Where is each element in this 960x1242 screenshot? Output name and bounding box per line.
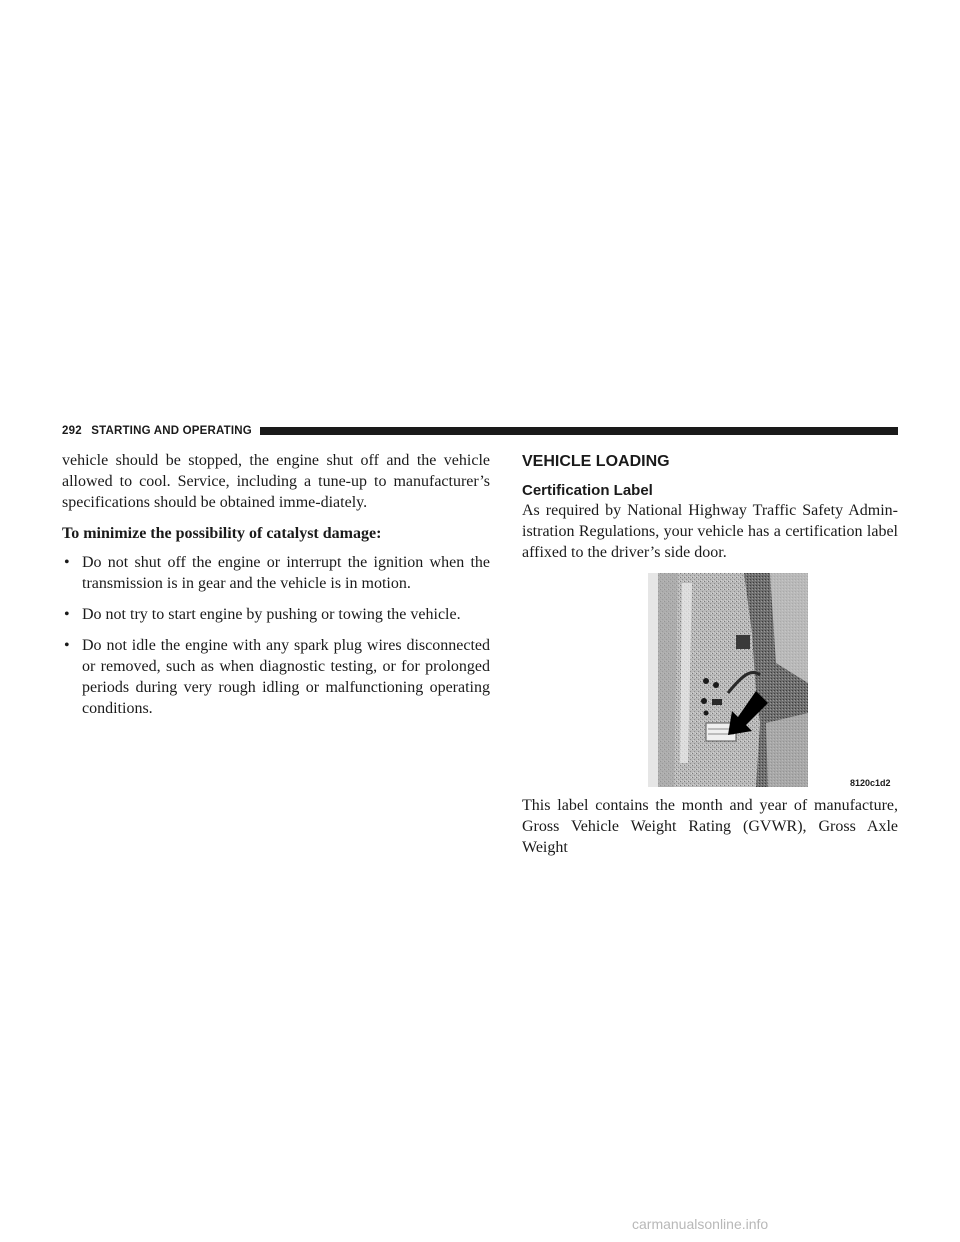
regulation-paragraph: As required by National Highway Traffic Safety Admin-istration Regulations, your vehicle has a certification label affixed to the driver’s side door. — [522, 502, 898, 561]
catalyst-heading: To minimize the possibility of catalyst damage: — [62, 525, 382, 542]
subsection-heading: Certification Label — [522, 482, 653, 499]
left-column — [62, 450, 490, 729]
list-item-text: Do not try to start engine by pushing or towing the vehicle. — [82, 606, 461, 623]
right-column — [522, 450, 898, 858]
list-item — [62, 635, 490, 719]
page-number: 292 — [62, 425, 82, 437]
header-text — [62, 425, 252, 437]
list-item-text: Do not shut off the engine or interrupt the ignition when the transmission is in gear and the vehicle is in motion. — [82, 554, 490, 592]
list-item — [62, 552, 490, 594]
site-watermark: carmanualsonline.info — [632, 1216, 769, 1232]
section-heading: VEHICLE LOADING — [522, 453, 670, 470]
list-item-text: Do not idle the engine with any spark plug wires disconnected or removed, such as when diagnostic testing, or for prolonged periods during very rough idling or malfunctioning operating conditions. — [82, 637, 490, 717]
bullet-icon: • — [64, 554, 70, 571]
page-header — [62, 422, 898, 440]
figure-caption: 8120c1d2 — [850, 778, 891, 788]
bullet-icon: • — [64, 637, 70, 654]
door-photo-illustration — [648, 573, 808, 787]
intro-paragraph: vehicle should be stopped, the engine shut off and the vehicle allowed to cool. Service, including a tune-up to manufacturer’s specifications should be obtained imme-diately. — [62, 452, 490, 511]
bullet-icon: • — [64, 606, 70, 623]
catalyst-bullet-list — [62, 552, 490, 719]
header-rule — [260, 427, 898, 435]
label-contents-paragraph: This label contains the month and year of manufacture, Gross Vehicle Weight Rating (GVWR), Gross Axle Weight — [522, 797, 898, 856]
list-item — [62, 604, 490, 625]
section-title: STARTING AND OPERATING — [91, 425, 252, 437]
door-label-figure — [522, 573, 891, 788]
